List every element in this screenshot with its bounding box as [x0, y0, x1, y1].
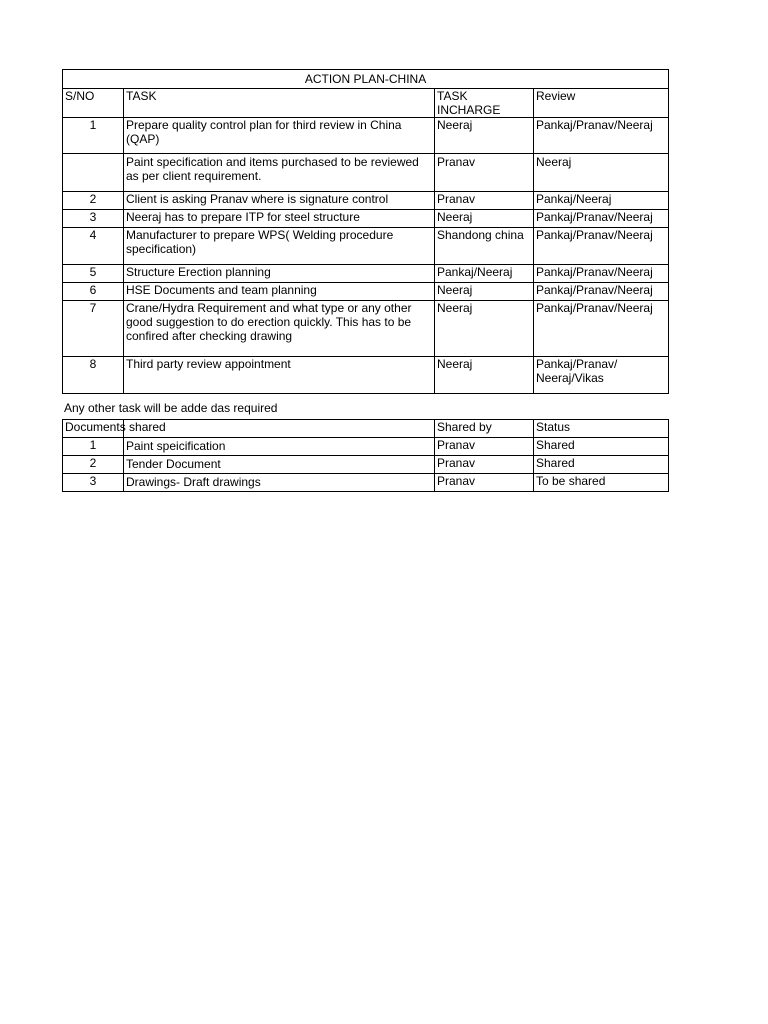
sno-cell: 3 [63, 474, 124, 492]
table-row [63, 283, 669, 301]
header-shared-by: Shared by [435, 420, 534, 438]
document-cell: Drawings- Draft drawings [124, 474, 435, 492]
sno-cell: 1 [63, 438, 124, 456]
table-row [63, 210, 669, 228]
header-incharge: TASK INCHARGE [435, 89, 534, 118]
review-cell: Pankaj/Pranav/ Neeraj/Vikas [534, 357, 669, 394]
header-documents-shared-label: Documents shared [65, 420, 166, 434]
sno-cell: 3 [63, 210, 124, 228]
shared-by-cell: Pranav [435, 474, 534, 492]
header-review: Review [534, 89, 669, 118]
incharge-cell: Pranav [435, 154, 534, 192]
header-row [63, 89, 669, 118]
incharge-cell: Pankaj/Neeraj [435, 265, 534, 283]
incharge-cell: Neeraj [435, 283, 534, 301]
sno-cell: 2 [63, 192, 124, 210]
header-spacer [124, 420, 435, 438]
status-cell: Shared [534, 456, 669, 474]
sno-cell: 7 [63, 301, 124, 357]
sno-cell: 1 [63, 118, 124, 154]
documents-table [62, 419, 669, 492]
sno-cell [63, 154, 124, 192]
table-row [63, 192, 669, 210]
incharge-cell: Neeraj [435, 357, 534, 394]
incharge-cell: Shandong china [435, 228, 534, 265]
task-cell: Client is asking Pranav where is signature control [124, 192, 435, 210]
header-status: Status [534, 420, 669, 438]
document-cell: Tender Document [124, 456, 435, 474]
table-row [63, 474, 669, 492]
incharge-cell: Neeraj [435, 301, 534, 357]
table-row [63, 154, 669, 192]
task-cell: Structure Erection planning [124, 265, 435, 283]
header-documents-shared [63, 420, 166, 438]
task-cell: Prepare quality control plan for third review in China (QAP) [124, 118, 435, 154]
table-row [63, 357, 669, 394]
review-cell: Pankaj/Pranav/Neeraj [534, 301, 669, 357]
table-row [63, 456, 669, 474]
review-cell: Neeraj [534, 154, 669, 192]
status-cell: Shared [534, 438, 669, 456]
review-cell: Pankaj/Pranav/Neeraj [534, 118, 669, 154]
shared-by-cell: Pranav [435, 438, 534, 456]
document-cell: Paint speicification [124, 438, 435, 456]
sno-cell: 2 [63, 456, 124, 474]
task-cell: HSE Documents and team planning [124, 283, 435, 301]
shared-by-cell: Pranav [435, 456, 534, 474]
task-cell: Crane/Hydra Requirement and what type or any other good suggestion to do erection quickly. This has to be confired after checking drawing [124, 301, 435, 357]
sheet-title: ACTION PLAN-CHINA [63, 70, 669, 89]
sno-cell: 6 [63, 283, 124, 301]
sno-cell: 5 [63, 265, 124, 283]
review-cell: Pankaj/Pranav/Neeraj [534, 228, 669, 265]
table-row [63, 301, 669, 357]
status-cell: To be shared [534, 474, 669, 492]
table-row [63, 438, 669, 456]
table-row [63, 228, 669, 265]
review-cell: Pankaj/Neeraj [534, 192, 669, 210]
header-sno: S/NO [63, 89, 124, 118]
title-row [63, 70, 669, 89]
review-cell: Pankaj/Pranav/Neeraj [534, 283, 669, 301]
incharge-cell: Pranav [435, 192, 534, 210]
header-task: TASK [124, 89, 435, 118]
incharge-cell: Neeraj [435, 118, 534, 154]
task-cell: Manufacturer to prepare WPS( Welding procedure specification) [124, 228, 435, 265]
review-cell: Pankaj/Pranav/Neeraj [534, 265, 669, 283]
sno-cell: 4 [63, 228, 124, 265]
task-cell: Neeraj has to prepare ITP for steel structure [124, 210, 435, 228]
incharge-cell: Neeraj [435, 210, 534, 228]
table-row [63, 118, 669, 154]
task-cell: Third party review appointment [124, 357, 435, 394]
sno-cell: 8 [63, 357, 124, 394]
table-row [63, 265, 669, 283]
documents-header-row [63, 420, 669, 438]
action-plan-table [62, 69, 669, 394]
task-cell: Paint specification and items purchased to be reviewed as per client requirement. [124, 154, 435, 192]
note-text: Any other task will be adde das required [64, 401, 278, 415]
review-cell: Pankaj/Pranav/Neeraj [534, 210, 669, 228]
